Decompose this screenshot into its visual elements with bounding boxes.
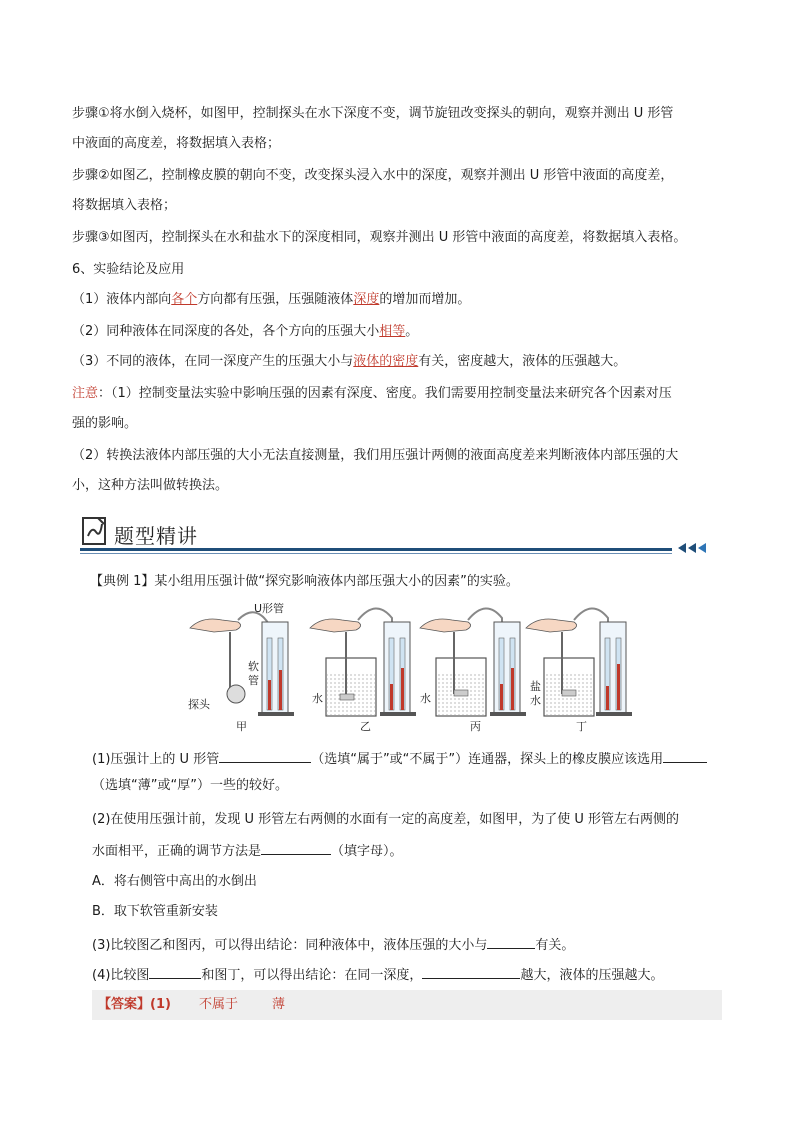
- label-probe: 探头: [188, 698, 210, 711]
- caption-ding: 丁: [576, 720, 587, 733]
- c1-text-c: 方向都有压强，压强随液体: [197, 292, 354, 307]
- question-4: [92, 964, 663, 986]
- setup-yi: [310, 608, 416, 716]
- note-2-line1: （2）转换法液体内部压强的大小无法直接测量，我们用压强计两侧的液面高度差来判断液体内部压强的大: [72, 448, 679, 463]
- note-2-line2: 小，这种方法叫做转换法。: [72, 478, 229, 493]
- caption-yi: 乙: [360, 720, 371, 733]
- q1-blank-1[interactable]: [219, 748, 311, 763]
- double-arrow-icon: [674, 540, 710, 556]
- conclusion-1: [72, 290, 470, 310]
- q3-text-a: (3)比较图乙和图丙，可以得出结论：同种液体中，液体压强的大小与: [92, 938, 488, 953]
- c1-key-depth: 深度: [353, 292, 380, 307]
- q1-text-b: （选填“属于”或“不属于”）连通器，探头上的橡皮膜应该选用: [311, 752, 664, 767]
- c2-text-c: 。: [405, 324, 419, 339]
- caption-jia: 甲: [236, 720, 247, 733]
- conclusion-heading: 6、实验结论及应用: [72, 262, 185, 277]
- example-label: 【典例 1】: [90, 574, 155, 589]
- conclusion-2: [72, 322, 418, 342]
- c2-key-equal: 相等: [379, 324, 406, 339]
- setup-ding: [526, 608, 632, 716]
- section-title: 题型精讲: [114, 524, 198, 548]
- note-line2: 强的影响。: [72, 416, 138, 431]
- q4-blank-1[interactable]: [149, 964, 201, 979]
- label-hose-2: 管: [248, 674, 259, 687]
- q1-blank-2[interactable]: [663, 748, 707, 763]
- step2-line1: 步骤②如图乙，控制橡皮膜的朝向不变，改变探头浸入水中的深度，观察并测出 U 形管中液面的高度差，: [72, 168, 674, 183]
- c1-key-directions: 各个: [171, 292, 198, 307]
- step3-line1: 步骤③如图丙，控制探头在水和盐水下的深度相同，观察并测出 U 形管中液面的高度差，将数据填入表格。: [72, 230, 687, 245]
- q2-blank[interactable]: [261, 840, 331, 855]
- answer-bar: [92, 990, 722, 1020]
- q2-text-b: 水面相平，正确的调节方法是: [92, 844, 262, 859]
- c1-text-e: 的增加而增加。: [379, 292, 471, 307]
- banner-divider: [80, 548, 672, 551]
- example-line: [90, 572, 519, 592]
- section-banner: [80, 514, 710, 554]
- step1-line2: 中液面的高度差，将数据填入表格；: [72, 136, 281, 151]
- note-1-text: ：（1）控制变量法实验中影响压强的因素有深度、密度。我们需要用控制变量法来研究各个因素对压: [98, 386, 672, 401]
- answer-label: 【答案】: [98, 997, 151, 1012]
- c1-text-a: （1）液体内部向: [72, 292, 172, 307]
- note-line1: [72, 384, 672, 404]
- label-salt-2: 水: [530, 694, 541, 707]
- caption-bing: 丙: [470, 720, 481, 733]
- label-salt-1: 盐: [530, 680, 541, 693]
- note-label: 注意: [72, 386, 99, 401]
- c3-text-a: （3）不同的液体，在同一深度产生的压强大小与: [72, 354, 354, 369]
- label-water-bing: 水: [420, 692, 431, 705]
- q4-blank-2[interactable]: [422, 964, 520, 979]
- question-2-line1: (2)在使用压强计前，发现 U 形管左右两侧的水面有一定的高度差，如图甲，为了使 U 形管左右两侧的: [92, 812, 679, 827]
- label-water-yi: 水: [312, 692, 323, 705]
- q4-text-b: 和图丁，可以得出结论：在同一深度，: [201, 968, 423, 983]
- conclusion-3: [72, 352, 626, 372]
- q3-text-b: 有关。: [535, 938, 575, 953]
- label-hose-1: 软: [248, 660, 259, 673]
- question-1-line1: [92, 748, 707, 770]
- answer-value-1: 不属于: [198, 997, 238, 1012]
- option-b: B．取下软管重新安装: [92, 904, 218, 919]
- q2-text-c: （填字母）。: [331, 844, 403, 859]
- c3-text-c: 有关，密度越大，液体的压强越大。: [418, 354, 627, 369]
- answer-value-2: 薄: [271, 997, 285, 1012]
- q1-text-a: (1)压强计上的 U 形管: [92, 752, 220, 767]
- question-2-line2: [92, 840, 403, 862]
- step1-line1: 步骤①将水倒入烧杯，如图甲，控制探头在水下深度不变，调节旋钮改变探头的朝向，观察并测出 U 形管: [72, 106, 674, 121]
- q3-blank[interactable]: [487, 934, 535, 949]
- c2-text-a: （2）同种液体在同深度的各处，各个方向的压强大小: [72, 324, 380, 339]
- notebook-icon: [80, 514, 110, 548]
- question-3: [92, 934, 574, 956]
- banner-divider-thin: [80, 553, 672, 554]
- answer-number: (1): [150, 997, 171, 1012]
- answer-line: [98, 995, 285, 1015]
- q4-text-c: 越大，液体的压强越大。: [520, 968, 664, 983]
- label-u-tube: U形管: [254, 602, 285, 615]
- c3-key-density: 液体的密度: [353, 354, 419, 369]
- pressure-gauge-figure: [186, 598, 636, 738]
- example-text: 某小组用压强计做“探究影响液体内部压强大小的因素”的实验。: [154, 574, 519, 589]
- option-a: A．将右侧管中高出的水倒出: [92, 874, 257, 889]
- step2-line2: 将数据填入表格；: [72, 198, 177, 213]
- question-1-line2: （选填“薄”或“厚”）一些的较好。: [92, 778, 288, 793]
- q4-text-a: (4)比较图: [92, 968, 150, 983]
- setup-bing: [420, 608, 526, 716]
